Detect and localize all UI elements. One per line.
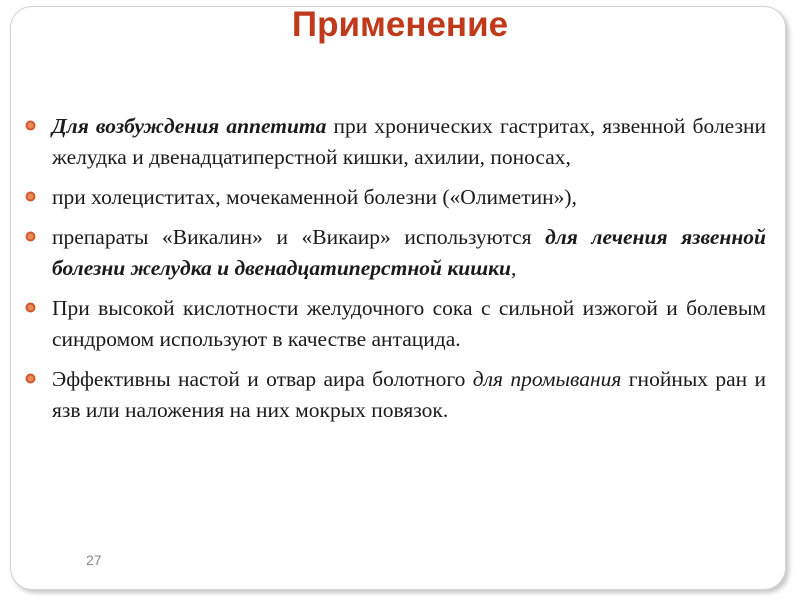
bullet-icon	[25, 302, 36, 313]
item-text-end: ,	[510, 256, 517, 280]
bullet-icon	[25, 191, 36, 202]
slide-title: Применение	[291, 5, 509, 44]
item-emphasis: для лечения язвенной болезни желудка и двенадцатиперстной кишки	[52, 225, 767, 280]
bullet-icon	[25, 231, 36, 242]
list-item	[52, 111, 766, 173]
list-item	[52, 182, 766, 213]
list-item	[52, 364, 766, 426]
item-text: При высокой кислотности желудочного сока с сильной изжогой и болевым синдромом используют в качестве антацида.	[52, 296, 766, 351]
page-number: 27	[86, 552, 102, 568]
list-item	[52, 293, 766, 355]
list-item	[52, 222, 766, 284]
bullet-icon	[25, 373, 36, 384]
item-emphasis: для промывания	[472, 367, 622, 391]
item-text: Эффективны настой и отвар аира болотного	[52, 367, 473, 391]
bullet-icon	[25, 120, 36, 131]
item-emphasis: Для возбуждения аппетита	[52, 114, 327, 138]
bullet-list	[52, 111, 766, 435]
item-text: при хронических гастритах, язвенной болезни желудка и двенадцатиперстной кишки, ахилии, поносах,	[52, 114, 766, 169]
item-text: при холециститах, мочекаменной болезни («Олиметин»),	[52, 185, 577, 209]
item-text: препараты «Викалин» и «Викаир» используются	[52, 225, 546, 249]
item-text-end: гнойных ран и язв или наложения на них мокрых повязок.	[52, 367, 766, 422]
